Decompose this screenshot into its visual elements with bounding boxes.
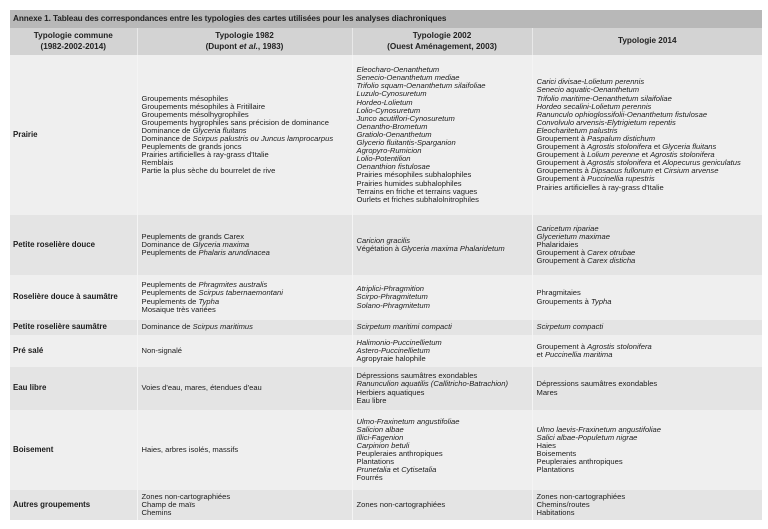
cell-line: Groupement à Carex otrubae: [536, 248, 636, 258]
cell-line: Dominance de Scirpus palustris ou Juncus lamprocarpus: [141, 134, 334, 143]
cell-line: Phragmitaies: [536, 288, 581, 298]
cell-line: Gratiolo-Oenanthetum: [356, 129, 432, 139]
typology-2002-cell: [352, 490, 532, 520]
cell-line: Plantations: [356, 457, 395, 467]
cell-line: Haies, arbres isolés, massifs: [141, 444, 239, 454]
typology-1982-cell: [137, 275, 352, 320]
cell-line: Groupements à Dipsacus fullonum et Cirsium arvense: [536, 166, 719, 176]
cell-line: Non-signalé: [141, 345, 183, 355]
table-row: [10, 320, 762, 335]
cell-line: Habitations: [536, 508, 575, 518]
header-typologie-commune: Typologie commune (1982-2002-2014): [10, 28, 137, 55]
cell-line: Agropyraie halophile: [356, 354, 426, 364]
cell-line: Haies: [536, 440, 556, 450]
cell-line: Convolvulo arvensis-Elytrigietum repentis: [536, 117, 676, 127]
cell-line: Dépressions saumâtres exondables: [356, 371, 478, 381]
cell-line: Plantations: [536, 465, 575, 475]
cell-line: Eleocharitetum palustris: [536, 125, 618, 135]
typology-2014-cell: [532, 55, 762, 215]
cell-line: Groupement à Lolium perenne et Agrostis stolonifera: [536, 150, 715, 160]
cell-line: Hordeo secalini-Lolietum perennis: [536, 101, 652, 111]
cell-line: Scirpetum compacti: [536, 322, 604, 332]
cell-line: Végétation à Glyceria maxima Phalaridetum: [356, 244, 505, 253]
cell-line: Groupements mésophiles: [141, 93, 229, 103]
category-cell: Petite roselière saumâtre: [10, 320, 137, 335]
cell-line: Dominance de Glyceria maxima: [141, 239, 250, 249]
cell-line: Salicion albae: [356, 424, 404, 434]
table-row: [10, 490, 762, 520]
cell-line: Salici albae-Populetum nigrae: [536, 432, 638, 442]
header-typologie-2002: Typologie 2002 (Ouest Aménagement, 2003): [352, 28, 532, 55]
table-row: [10, 367, 762, 410]
cell-line: Solano-Phragmitetum: [356, 300, 430, 310]
cell-line: Ulmo-Fraxinetum angustifoliae: [356, 416, 460, 426]
typology-2002-cell: [352, 320, 532, 335]
cell-line: Peuplements de Typha: [141, 296, 220, 306]
cell-line: Peuplements de grands joncs: [141, 142, 242, 152]
category-cell: Roselière douce à saumâtre: [10, 275, 137, 320]
cell-line: Groupements hygrophiles sans précision de dominance: [141, 117, 329, 127]
cell-line: Agropyro-Rumicion: [356, 146, 422, 156]
cell-line: Illici-Fagenion: [356, 432, 404, 442]
cell-line: Atriplici-Phragmition: [356, 284, 425, 294]
category-cell: Boisement: [10, 410, 137, 490]
cell-line: Groupement à Agrostis stolonifera: [536, 341, 652, 351]
typology-2002-cell: [352, 55, 532, 215]
cell-line: Carpinion betuli: [356, 440, 410, 450]
category-cell: Petite roselière douce: [10, 215, 137, 275]
cell-line: Terrains en friche et terrains vagues: [356, 186, 478, 196]
cell-line: Peuplements de grands Carex: [141, 231, 245, 241]
table-row: [10, 55, 762, 215]
cell-line: Ulmo laevis-Fraxinetum angustifoliae: [536, 424, 662, 434]
cell-line: Dominance de Scirpus maritimus: [141, 322, 253, 332]
header-typologie-2014: Typologie 2014: [532, 28, 762, 55]
cell-line: Groupements à Typha: [536, 296, 612, 306]
category-cell: Pré salé: [10, 335, 137, 367]
cell-line: Scirpetum maritimi compacti: [356, 322, 452, 332]
header-row: [10, 28, 762, 55]
cell-line: Peuplements de Scirpus tabernaemontani: [141, 288, 283, 298]
cell-line: Zones non-cartographiées: [536, 491, 626, 501]
cell-line: Scirpo-Phragmitetum: [356, 292, 428, 302]
cell-line: Peupleraies anthropiques: [356, 449, 443, 458]
cell-line: Ranunculo ophioglossifolii-Oenanthetum fistulosae: [536, 109, 708, 119]
cell-line: Champ de maïs: [141, 499, 196, 509]
typology-2014-cell: [532, 490, 762, 520]
category-cell: Eau libre: [10, 367, 137, 410]
cell-line: Prairies artificielles à ray-grass d'Italie: [536, 182, 664, 192]
cell-line: Junco acutiflori-Cynosuretum: [356, 113, 455, 123]
cell-line: Groupement à Paspalum distichum: [536, 134, 656, 143]
cell-line: Lolio-Potentilion: [356, 154, 411, 164]
cell-line: Dominance de Glyceria fluitans: [141, 125, 247, 135]
typology-2002-cell: [352, 410, 532, 490]
cell-line: Partie la plus sèche du bourrelet de rive: [141, 166, 276, 176]
cell-line: Ourlets et friches subhalolnitrophiles: [356, 194, 479, 204]
table-body: [10, 55, 762, 520]
cell-line: Senecio aquatic-Oenanthetum: [536, 85, 640, 95]
cell-line: Glycerietum maximae: [536, 231, 610, 241]
cell-line: Trifolio squam-Oenanthetum silaifoliae: [356, 81, 486, 91]
cell-line: Prairies humides subhalophiles: [356, 178, 462, 188]
table-title: Annexe 1. Tableau des correspondances entre les typologies des cartes utilisées pour les analyses diachroniques: [10, 10, 762, 28]
typology-2014-cell: [532, 410, 762, 490]
cell-line: Groupements mésolhygrophiles: [141, 109, 249, 119]
cell-line: Zones non-cartographiées: [141, 491, 231, 501]
table-row: [10, 275, 762, 320]
cell-line: Senecio-Oenanthetum mediae: [356, 73, 460, 83]
correspondence-table: [10, 28, 762, 520]
cell-line: Zones non-cartographiées: [356, 499, 446, 509]
cell-line: Glycerio fluitantis-Sparganion: [356, 138, 456, 148]
header-typologie-1982: Typologie 1982 (Dupont et al., 1983): [137, 28, 352, 55]
cell-line: Boisements: [536, 449, 577, 458]
cell-line: Mares: [536, 387, 558, 397]
cell-line: Peuplements de Phragmites australis: [141, 280, 268, 290]
cell-line: Hordeo-Lolietum: [356, 97, 413, 107]
table-row: [10, 410, 762, 490]
cell-line: Oenantho-Brometum: [356, 121, 428, 131]
cell-line: Groupement à Agrostis stolonifera et Glyceria fluitans: [536, 142, 717, 152]
cell-line: Groupement à Puccinellia rupestris: [536, 174, 655, 184]
typology-2002-cell: [352, 367, 532, 410]
cell-line: Prairies mésophiles subhalophiles: [356, 170, 472, 180]
typology-2002-cell: [352, 275, 532, 320]
cell-line: Halimonio-Puccinellietum: [356, 337, 442, 347]
typology-1982-cell: [137, 410, 352, 490]
cell-line: et Puccinellia maritima: [536, 350, 613, 359]
typology-2014-cell: [532, 367, 762, 410]
cell-line: Groupements mésophiles à Fritillaire: [141, 101, 266, 111]
cell-line: Phalaridaies: [536, 239, 579, 249]
cell-line: Eleocharo-Oenanthetum: [356, 65, 440, 75]
annex-table-container: [10, 10, 762, 520]
typology-2014-cell: [532, 335, 762, 367]
cell-line: Lolio-Cynosuretum: [356, 105, 421, 115]
typology-1982-cell: [137, 335, 352, 367]
cell-line: Caricion gracilis: [356, 235, 411, 245]
table-row: [10, 215, 762, 275]
cell-line: Luzulo-Cynosuretum: [356, 89, 427, 99]
typology-2002-cell: [352, 335, 532, 367]
cell-line: Astero-Puccinellietum: [356, 345, 430, 355]
cell-line: Fourrés: [356, 473, 383, 483]
cell-line: Groupement à Carex disticha: [536, 256, 636, 266]
table-row: [10, 335, 762, 367]
cell-line: Dépressions saumâtres exondables: [536, 379, 658, 389]
typology-2002-cell: [352, 215, 532, 275]
cell-line: Trifolio maritime-Oenanthetum silaifoliae: [536, 93, 672, 103]
cell-line: Remblais: [141, 158, 174, 168]
cell-line: Oenanthion fistulosae: [356, 162, 430, 172]
cell-line: Peuplements de Phalaris arundinacea: [141, 248, 270, 258]
cell-line: Ranunculion aquatilis (Callitricho-Batrachion): [356, 379, 509, 389]
typology-2014-cell: [532, 275, 762, 320]
category-cell: Autres groupements: [10, 490, 137, 520]
cell-line: Groupement à Agrostis stolonifera et Alopecurus geniculatus: [536, 158, 741, 168]
cell-line: Herbiers aquatiques: [356, 387, 425, 397]
typology-1982-cell: [137, 367, 352, 410]
cell-line: Mosaique très variées: [141, 304, 216, 314]
cell-line: Voies d'eau, mares, étendues d'eau: [141, 383, 262, 393]
typology-2014-cell: [532, 320, 762, 335]
typology-1982-cell: [137, 55, 352, 215]
typology-1982-cell: [137, 320, 352, 335]
category-cell: Prairie: [10, 55, 137, 215]
cell-line: Peupleraies anthropiques: [536, 457, 623, 467]
cell-line: Carici divisae-Lolietum perennis: [536, 77, 645, 87]
cell-line: Eau libre: [356, 395, 387, 405]
cell-line: Prairies artificielles à ray-grass d'Italie: [141, 150, 269, 160]
cell-line: Chemins/routes: [536, 499, 590, 509]
typology-1982-cell: [137, 215, 352, 275]
cell-line: Caricetum ripariae: [536, 223, 599, 233]
cell-line: Chemins: [141, 508, 172, 518]
typology-2014-cell: [532, 215, 762, 275]
cell-line: Prunetalia et Cytisetalia: [356, 465, 437, 475]
typology-1982-cell: [137, 490, 352, 520]
